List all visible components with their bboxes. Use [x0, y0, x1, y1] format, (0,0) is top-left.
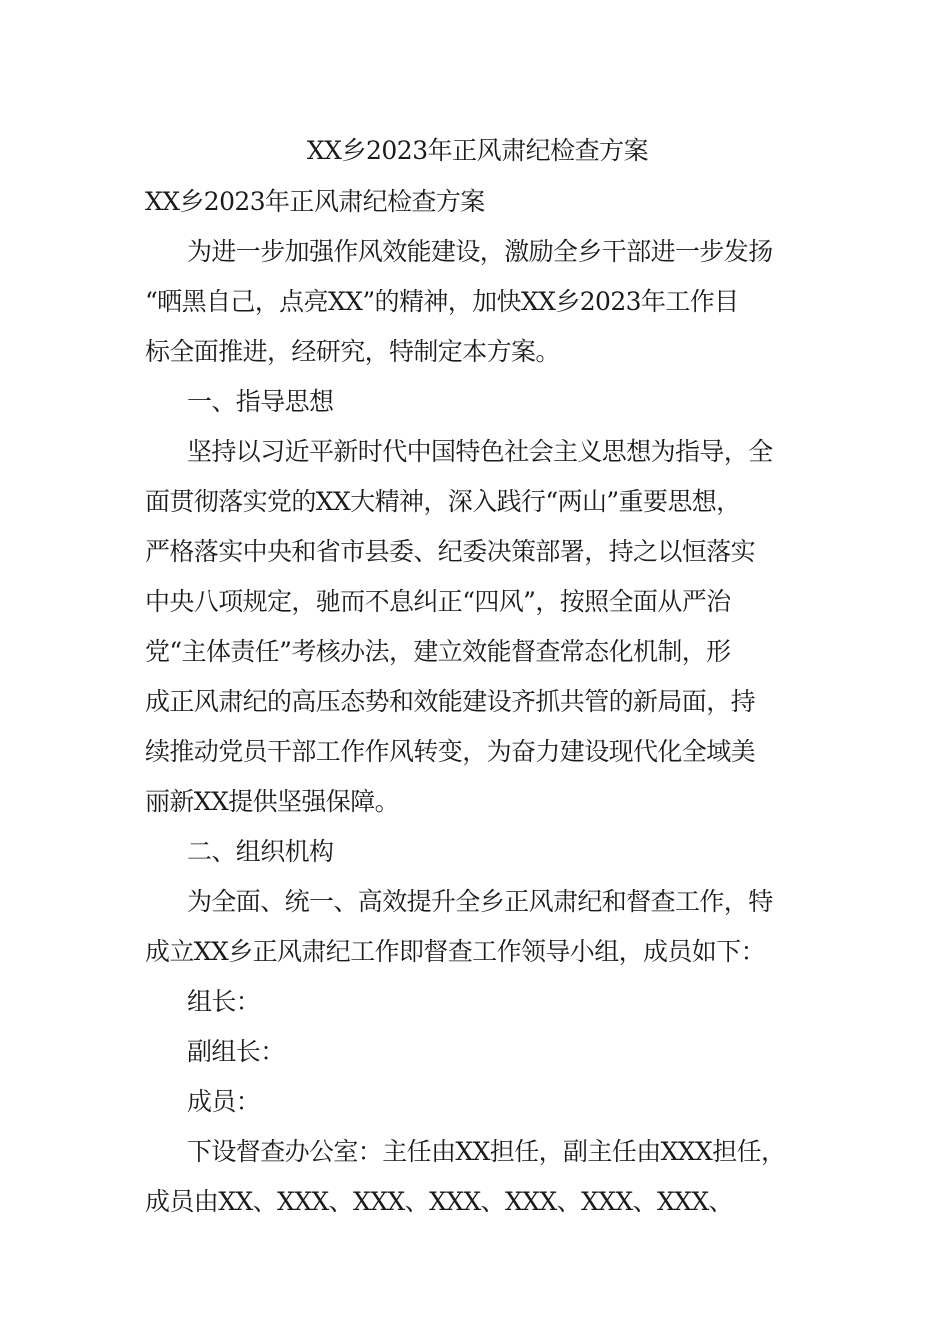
intro-paragraph-line: 为进一步加强作风效能建设，激励全乡干部进一步发扬: [187, 237, 773, 266]
guiding-paragraph-line: 中央八项规定，驰而不息纠正“四风”，按照全面从严治: [145, 587, 731, 616]
document-title: XX乡2023年正风肃纪检查方案: [306, 136, 649, 165]
section-heading-organization: 二、组织机构: [187, 837, 334, 866]
intro-paragraph-line: “晒黑自己，点亮XX”的精神，加快XX乡2023年工作目: [145, 287, 739, 316]
deputy-leader-line: 副组长：: [187, 1037, 285, 1066]
guiding-paragraph-line: 坚持以习近平新时代中国特色社会主义思想为指导，全: [187, 437, 773, 466]
office-paragraph-line: 下设督查办公室：主任由XX担任，副主任由XXX担任，: [187, 1137, 786, 1166]
organization-paragraph-line: 为全面、统一、高效提升全乡正风肃纪和督查工作，特: [187, 887, 773, 916]
organization-paragraph-line: 成立XX乡正风肃纪工作即督查工作领导小组，成员如下：: [145, 937, 765, 966]
intro-paragraph-line: 标全面推进，经研究，特制定本方案。: [145, 337, 560, 366]
guiding-paragraph-line: 成正风肃纪的高压态势和效能建设齐抓共管的新局面，持: [145, 687, 756, 716]
office-paragraph-line: 成员由XX、XXX、XXX、XXX、XXX、XXX、XXX、: [145, 1187, 733, 1216]
guiding-paragraph-line: 严格落实中央和省市县委、纪委决策部署，持之以恒落实: [145, 537, 756, 566]
leader-line: 组长：: [187, 987, 261, 1016]
guiding-paragraph-line: 面贯彻落实党的XX大精神，深入践行“两山”重要思想，: [145, 487, 741, 516]
subtitle-line: XX乡2023年正风肃纪检查方案: [145, 187, 485, 216]
guiding-paragraph-line: 党“主体责任”考核办法，建立效能督查常态化机制，形: [145, 637, 731, 666]
guiding-paragraph-line: 续推动党员干部工作作风转变，为奋力建设现代化全域美: [145, 737, 756, 766]
guiding-paragraph-line: 丽新XX提供坚强保障。: [145, 787, 399, 816]
members-line: 成员：: [187, 1087, 261, 1116]
document-body: [145, 128, 810, 1227]
section-heading-guiding-ideology: 一、指导思想: [187, 387, 334, 416]
